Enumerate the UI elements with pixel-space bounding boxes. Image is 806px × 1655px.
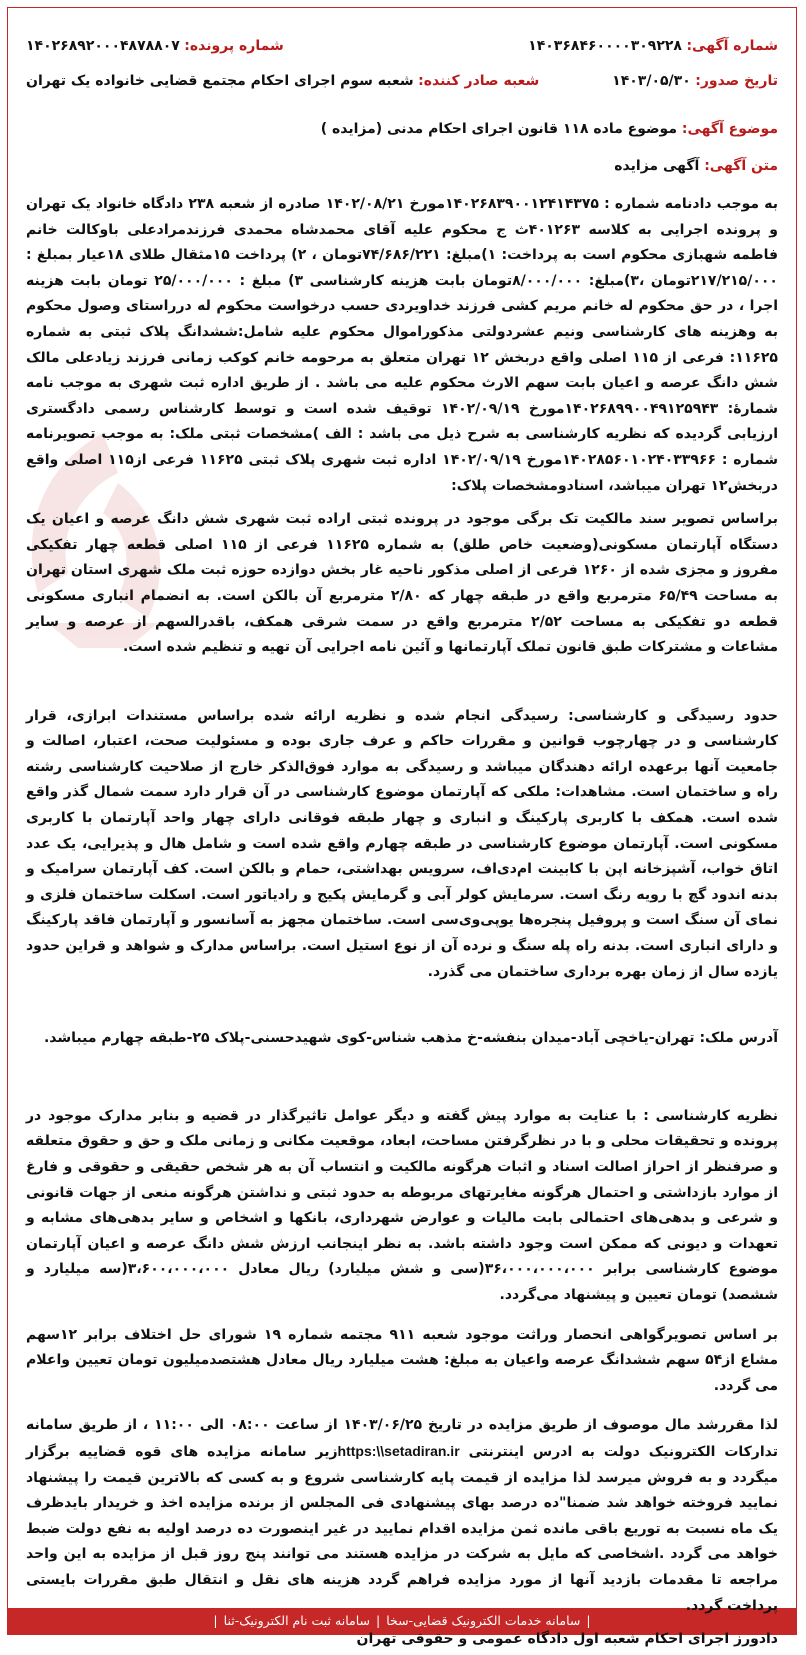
notice-number <box>528 38 778 54</box>
footer-separator: | <box>213 1613 218 1628</box>
case-number <box>26 38 284 54</box>
auction-terms-part-2: زیر سامانه مزایده های قوه قضاییه برگزار میگردد و به فروش میرسد لذا مزایده از قیمت پایه کارشناسی شروع و به کسی که بالاترین قیمت را پیشنهاد نمایید فروخته خواهد شد ضمنا"ده درصد بهای پیشنهادی فی المجلس از برنده مزایده اخذ و خریدار بایدظرف یک ماه نسبت به توریع باقی مانده ثمن مزایده اقدام نمایید در غیر اینصورت ده درصد اولیه به نفع دولت ضبط خواهد می گردد .اشخاصی که مایل به شرکت در مزایده هستند می توانند پنج روز قبل از مزایده به این واحد مراجعه تا مقدمات بازدید آنها از مورد مزایده فراهم گردد هزینه های نقل و انتقال طبق مقررات بایستی پرداخت گردد. <box>26 1443 778 1614</box>
notice-body <box>26 192 778 1653</box>
subject-label: موضوع آگهی: <box>681 121 778 137</box>
text-title: آگهی مزایده <box>614 158 700 174</box>
footer-separator: | <box>586 1613 591 1628</box>
auction-terms-part-1: لذا مقررشد مال موصوف از طریق مزایده در تاریخ ۱۴۰۳/۰۶/۲۵ از ساعت ۰۸:۰۰ الی ۱۱:۰۰ ، از طریق سامانه تدارکات الکترونیک دولت به ادرس اینترنتی <box>26 1417 779 1460</box>
paragraph-auction-terms <box>26 1413 778 1619</box>
footer-link-sakha[interactable]: سامانه خدمات الکترونیک قضایی-سخا <box>386 1613 581 1628</box>
signature: دادورز اجرای احکام شعبه اول دادگاه عمومی و حقوقی تهران <box>356 1631 778 1648</box>
issuing-branch-label: شعبه صادر کننده: <box>418 73 540 89</box>
paragraph-property-deed: براساس تصویر سند مالکیت تک برگی موجود در پرونده ثبتی اراده ثبت شهری شش دانگ عرصه و اعیان یک دستگاه آپارتمان مسکونی(وضعیت خاص طلق) به شماره ۱۱۶۲۵ فرعی از ۱۱۵ اصلی قطعه چهار تفکیکی مفروز و مجزی شده از ۱۲۶۰ فرعی از اصلی مذکور ناحیه غار بخش دوازده حوزه ثبت ملک شهری استان تهران به مساحت ۶۵/۴۹ مترمربع واقع در طبقه چهار که ۲/۸۰ مترمربع آن بالکن است. به انضمام انباری مسکونی قطعه دو تفکیکی به مساحت ۲/۵۲ مترمربع واقع در سمت شرقی همکف، باقدرالسهم از عرصه و سایر مشاعات و مشترکات طبق قانون تملک آپارتمانها و آئین نامه اجرایی آن تهیه و تنظیم شده است. <box>26 511 779 656</box>
issue-date-value: ۱۴۰۳/۰۵/۳۰ <box>612 73 691 89</box>
setadiran-link[interactable]: https:\\setadiran.ir <box>337 1442 460 1459</box>
notice-number-value: ۱۴۰۳۶۸۴۶۰۰۰۰۳۰۹۲۲۸ <box>528 38 682 54</box>
footer-separator: | <box>375 1613 381 1628</box>
paragraph-inheritance: بر اساس تصویرگواهی انحصار وراثت موجود شعبه ۹۱۱ مجتمه شماره ۱۹ شورای حل اختلاف برابر ۱۲سهم مشاع از۵۴ سهم ششدانگ عرصه واعیان به مبلغ: هشت میلیارد ریال معادل هشتصدمیلیون تومان تعیین واعلام می گردد. <box>26 1326 779 1394</box>
paragraph-verdict: به موجب دادنامه شماره : ۱۴۰۲۶۸۳۹۰۰۱۲۴۱۴۳۷۵مورخ ۱۴۰۲/۰۸/۲۱ صادره از شعبه ۲۳۸ دادگاه خانواد یک تهران و پرونده اجرایی به کلاسه ۴۰۱۲۶۳ث ج محکوم علیه آقای محمدشاه محمدی فرزندمرادعلی باوکالت خانم فاطمه شهبازی محکوم است به پرداخت: ۱)مبلغ: ۷۴/۶۸۶/۲۲۱تومان ، ۲) پرداخت ۱۵مثقال طلای ۱۸عیار بمبلغ : ۲۱۷/۲۱۵/۰۰۰تومان ،۳)مبلغ: ۸/۰۰۰/۰۰۰تومان بابت هزینه کارشناسی ۳) مبلغ : ۲۵/۰۰۰/۰۰۰ تومان بابت هزینه اجرا ، در حق محکوم له خانم مریم کشی فرزند خداویردی حسب درخواست محکوم له درراستای وصول محکوم به وهزینه های کارشناسی ونیم عشردولتی مذکوراموال محکوم علیه شامل:ششدانگ پلاک ثبتی به شماره ۱۱۶۲۵: فرعی از ۱۱۵ اصلی واقع دربخش ۱۲ تهران متعلق به مرحومه خانم کوکب زمانی فرزند زیادعلی مالک شش دانگ عرصه و اعیان بابت سهم الارث محکوم علیه می باشد . از طریق اداره ثبت شهری به موجب نامه شمارۀ: ۱۴۰۲۶۸۹۹۰۰۴۹۱۲۵۹۴۳مورخ ۱۴۰۲/۰۹/۱۹ توقیف شده است و توسط کارشناس رسمی دادگستری ارزیابی گردیده که نظریه کارشناسی به شرح ذیل می باشد : الف )مشخصات ثبتی ملک: به موجب تصویرنامه شماره : ۱۴۰۲۸۵۶۰۱۰۲۴۰۳۳۹۶۶مورخ ۱۴۰۲/۰۹/۱۹ اداره ثبت شهری پلاک ثبتی ۱۱۶۲۵ فرعی از۱۱۵ اصلی واقع دربخش۱۲ تهران میباشد، اسنادومشخصات پلاک: <box>26 196 779 494</box>
issuing-branch-value: شعبه سوم اجرای احکام مجتمع قضایی خانواده یک تهران <box>26 73 414 89</box>
header-row-2 <box>26 73 778 99</box>
paragraph-appraisal: نظریه کارشناسی : با عنایت به موارد پیش گفته و دیگر عوامل تاثیرگذار در قضیه و بنابر مدارک موجود در پرونده و تحقیقات محلی و با در نظرگرفتن مساحت، ابعاد، موقعیت مکانی و زمانی ملک و حق و حقوق متعلقه و صرفنظر از احراز اصالت اسناد و اثبات هرگونه مالکیت و انتساب آن به هر شخص حقیقی و حقوقی و فارغ از موارد بازداشتی و احتمال هرگونه مغایرتهای مربوطه به حدود ثبتی و نداشتن هرگونه منعی از جهات قانونی و شرعی و بدهی‌های احتمالی بابت مالیات و عوارض شهرداری، بانکها و اشخاص و سایر بدهی‌های مشابه و تعهدات و دیونی که ممکن است وجود داشته باشد. به نظر اینجانب ارزش شش دانگ عرصه و اعیان آپارتمان موضوع کارشناسی برابر ۳۶،۰۰۰،۰۰۰،۰۰۰(سی و شش میلیارد) ریال معادل ۳،۶۰۰،۰۰۰،۰۰۰(سه میلیارد و ششصد) تومان تعیین و پیشنهاد می‌گردد. <box>26 1107 778 1303</box>
subject-value: موضوع ماده ۱۱۸ قانون اجرای احکام مدنی (مزایده ) <box>320 121 677 137</box>
notice-frame <box>7 7 797 1648</box>
text-label: متن آگهی: <box>704 158 778 174</box>
notice-number-label: شماره آگهی: <box>686 38 778 54</box>
issue-date-label: تاریخ صدور: <box>695 73 778 89</box>
notice-text-heading <box>614 158 778 174</box>
case-number-label: شماره پرونده: <box>184 38 284 54</box>
issue-date <box>612 73 778 89</box>
case-number-value: ۱۴۰۲۶۸۹۲۰۰۰۴۸۷۸۸۰۷ <box>26 38 180 54</box>
footer-link-sana[interactable]: سامانه ثبت نام الکترونیک-ثنا <box>223 1613 370 1628</box>
notice-subject <box>321 121 778 137</box>
issuing-branch <box>26 73 539 89</box>
header-row-1 <box>26 38 778 64</box>
paragraph-inspection: حدود رسیدگی و کارشناسی: رسیدگی انجام شده و نظریه ارائه شده براساس مستندات ابرازی، قرار کارشناسی و در چهارچوب قوانین و مقررات حاکم و عرف جاری بوده و مسئولیت صحت، اعتبار، اصالت و جامعیت آنها برعهده ارائه دهندگان میباشد و رسیدگی به موارد فوق‌الذکر خارج از صلاحیت کارشناسی رشته راه و ساختمان است. مشاهدات: ملکی که آپارتمان موضوع کارشناسی در آن قرار دارد سمت شمال گذر واقع شده است. همکف با کاربری پارکینگ و انباری و چهار طبقه فوقانی دارای چهار واحد آپارتمان با کاربری مسکونی است. آپارتمان موضوع کارشناسی در طبقه چهارم واقع شده است و شامل هال و پذیرایی، یک عدد اتاق خواب، آشپزخانه اپن با کابینت ام‌دی‌اف، سرویس بهداشتی، حمام و بالکن است. کف آپارتمان سرامیک و بدنه اندود گچ با رویه رنگ است. سرمایش کولر آبی و گرمایش پکیج و رادیاتور است. اسکلت ساختمان فلزی و نمای آن سنگ است و پروفیل پنجره‌ها یوپی‌وی‌سی است. ساختمان مجهز به آسانسور و آپارتمان فاقد پارکینگ و دارای انباری است. بدنه راه پله سنگ و نرده آن از نوع استیل است. براساس مدارک و شواهد و قراین حدود یازده سال از زمان بهره برداری ساختمان می گذرد. <box>26 707 778 980</box>
paragraph-address: آدرس ملک: تهران-یاخچی آباد-میدان بنفشه-خ مذهب شناس-کوی شهیدحسنی-پلاک ۲۵-طبقه چهارم میباشد. <box>43 1030 778 1047</box>
